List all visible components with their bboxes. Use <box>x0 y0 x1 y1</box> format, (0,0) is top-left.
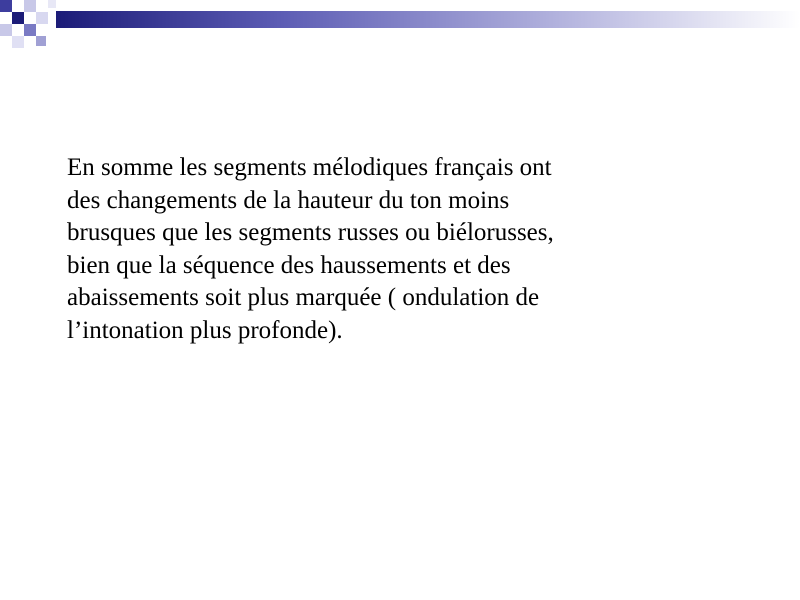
header-square-light <box>12 36 24 48</box>
body-line: des changements de la hauteur du ton moins <box>67 186 510 214</box>
header-square-light <box>24 0 36 12</box>
header-square-mid <box>36 36 46 46</box>
slide-body-text <box>67 152 707 347</box>
header-square-light <box>36 12 48 24</box>
header-square-light <box>48 0 56 8</box>
header-decoration <box>0 0 800 60</box>
body-line: brusques que les segments russes ou biélorusses, <box>67 219 554 246</box>
body-line: En somme les segments mélodiques français ont <box>67 154 552 181</box>
header-square-mid <box>24 24 36 36</box>
body-line: abaissements soit plus marquée ( ondulation de <box>67 284 540 311</box>
header-square-dark <box>0 0 12 12</box>
body-line: bien que la séquence des haussements et des <box>67 251 511 279</box>
body-line: l’intonation plus profonde). <box>67 316 343 344</box>
header-square-dark <box>12 12 24 24</box>
header-square-light <box>0 24 12 36</box>
header-gradient-bar <box>56 11 800 28</box>
